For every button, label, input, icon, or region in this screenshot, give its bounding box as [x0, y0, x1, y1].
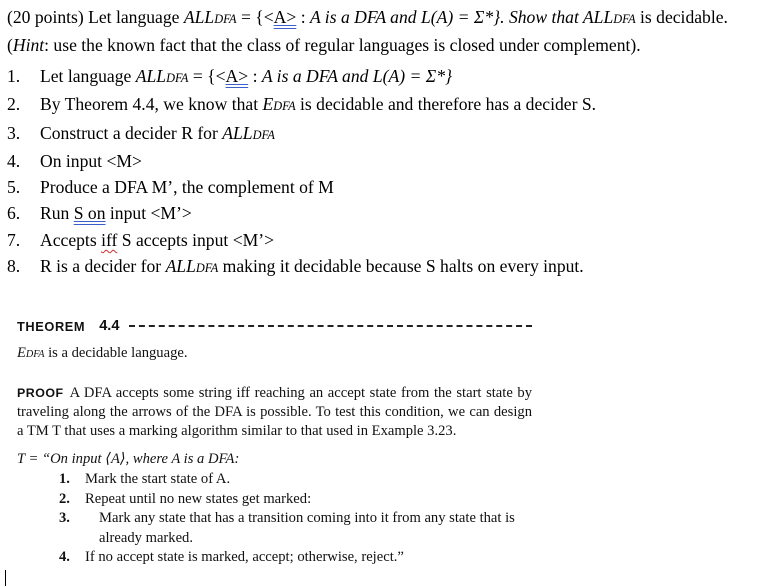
lang-subscript: DFA: [214, 12, 237, 26]
lang-name: E: [262, 94, 274, 115]
tm-step-text: Repeat until no new states get marked:: [85, 490, 312, 507]
spelling-mark: iff: [101, 229, 118, 250]
theorem-statement: [17, 343, 532, 365]
proof-paragraph: [17, 384, 532, 440]
step-number: 6.: [7, 203, 21, 224]
tm-step: [59, 490, 532, 510]
textbook-excerpt: [17, 315, 532, 568]
def-a: A>: [225, 66, 249, 86]
step-text: Construct a decider R for: [40, 122, 223, 143]
step-text: making it decidable because S halts on every input.: [218, 256, 584, 277]
step-number: 1.: [7, 66, 21, 86]
document: [7, 4, 765, 281]
step-8: [7, 253, 765, 281]
step-text: S accepts input <M’>: [117, 229, 275, 250]
proof-label: PROOF: [17, 386, 64, 400]
step-6: [7, 200, 765, 226]
lang-name: ALL: [165, 256, 196, 277]
step-text: Produce a DFA M’, the complement of M: [40, 177, 334, 198]
tm-description: [17, 450, 532, 568]
def-colon: :: [296, 7, 310, 27]
tm-step-number: 4.: [59, 549, 70, 566]
lang-name: E: [17, 345, 26, 361]
lang-subscript: DFA: [166, 71, 189, 85]
step-text: input <M’>: [105, 203, 192, 224]
lang-name: ALL: [183, 7, 215, 27]
step-1: [7, 63, 765, 91]
step-3: [7, 120, 765, 148]
step-text: On input <M>: [40, 150, 142, 171]
step-7: [7, 227, 765, 253]
hint-text: : use the known fact that the class of regular languages is closed under complement).: [44, 35, 641, 55]
step-number: 2.: [7, 94, 21, 115]
def-condition: A is a DFA and L(A) = Σ*}. Show that: [309, 7, 583, 27]
step-number: 3.: [7, 122, 21, 143]
tm-step: [59, 548, 532, 568]
tm-intro: T = “On input ⟨A⟩, where A is a DFA:: [17, 451, 240, 468]
step-text: R is a decider for: [40, 256, 166, 277]
step-text: Accepts: [40, 229, 102, 250]
tm-step: [59, 509, 532, 548]
step-number: 7.: [7, 229, 21, 250]
tm-step: [59, 470, 532, 490]
step-5: [7, 174, 765, 200]
step-number: 5.: [7, 177, 21, 198]
question-tail: is decidable. (: [7, 7, 728, 55]
tm-step-number: 3.: [59, 510, 70, 527]
points-label: (20 points) Let language: [7, 7, 180, 27]
lang-name: ALL: [135, 66, 167, 86]
lang-name-2: ALL: [582, 7, 614, 27]
step-number: 4.: [7, 150, 21, 171]
hint-label: Hint: [12, 35, 45, 55]
def-condition: A is a DFA and L(A) = Σ*}: [261, 66, 453, 86]
step-text: = {<: [188, 66, 226, 86]
lang-subscript: DFA: [25, 349, 45, 360]
statement-text: is a decidable language.: [44, 345, 188, 361]
lang-subscript: DFA: [252, 127, 275, 142]
step-2: [7, 91, 765, 119]
text-cursor: [5, 570, 6, 586]
lang-name: ALL: [222, 122, 253, 143]
def-a: A>: [273, 7, 297, 27]
theorem-number: 4.4: [99, 318, 120, 334]
theorem-rule: [129, 325, 532, 327]
theorem-header: [17, 315, 532, 337]
tm-step-text: Mark any state that has a transition coming into it from any state that is already marked.: [99, 510, 515, 546]
step-text: is decidable and therefore has a decider S.: [295, 94, 597, 115]
step-4: [7, 148, 765, 174]
question-text: [7, 4, 765, 58]
step-text: Let language: [40, 66, 136, 86]
def-open: = {<: [236, 7, 274, 27]
step-number: 8.: [7, 256, 21, 277]
tm-step-number: 2.: [59, 490, 70, 507]
lang-subscript-2: DFA: [613, 12, 636, 26]
def-colon: :: [248, 66, 262, 86]
step-text: Run: [40, 203, 74, 224]
tm-step-text: If no accept state is marked, accept; otherwise, reject.”: [85, 549, 404, 566]
proof-text: A DFA accepts some string iff reaching an accept state from the start state by traveling along the arrows of the DFA is possible. To test this condition, we can design a TM T that uses a marking algorithm similar to that used in Example 3.23.: [17, 385, 532, 439]
lang-subscript: DFA: [195, 261, 219, 276]
solution-steps: [7, 63, 765, 281]
theorem-label: THEOREM: [17, 318, 86, 334]
tm-step-number: 1.: [59, 470, 70, 487]
tm-step-text: Mark the start state of A.: [85, 470, 231, 487]
step-text: By Theorem 4.4, we know that: [40, 94, 263, 115]
lang-subscript: DFA: [273, 99, 296, 114]
grammar-mark: S on: [73, 203, 106, 224]
tm-steps: [17, 470, 532, 568]
